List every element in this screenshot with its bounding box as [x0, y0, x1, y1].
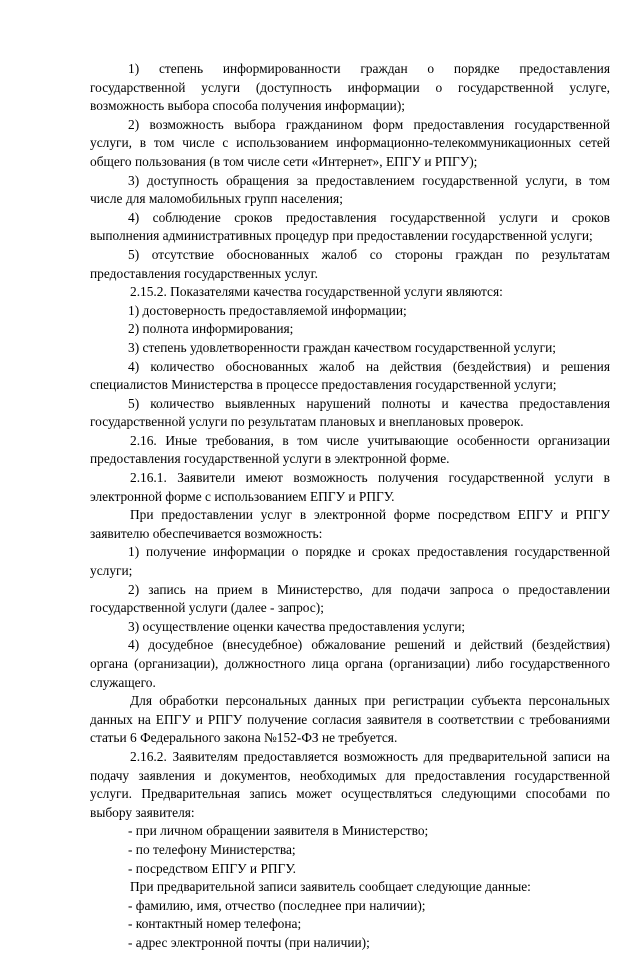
criterion-2: 2) возможность выбора гражданином форм предоставления государственной услуги, в том числе с использованием информационно-телекоммуникационных сетей общего пользования (в том числе сети «Интернет», ЕПГУ и РПГУ);	[90, 116, 610, 169]
personal-data-paragraph: Для обработки персональных данных при регистрации субъекта персональных данных на ЕПГУ и РПГУ получение согласия заявителя в соответствии с требованиями статьи 6 Федерального закона №152-ФЗ не требуется.	[90, 693, 610, 746]
booking-method-1: - при личном обращении заявителя в Министерство;	[128, 823, 429, 839]
section-2-16: 2.16. Иные требования, в том числе учитывающие особенности организации предоставления государственной услуги в электронной форме.	[90, 432, 610, 467]
booking-method-2: - по телефону Министерства;	[128, 841, 296, 857]
criterion-4: 4) соблюдение сроков предоставления государственной услуги и сроков выполнения административных процедур при предоставлении государственной услуги;	[90, 209, 610, 244]
booking-data-2: - контактный номер телефона;	[128, 916, 302, 932]
booking-data-3: - адрес электронной почты (при наличии);	[128, 934, 370, 950]
quality-indicator-5: 5) количество выявленных нарушений полноты и качества предоставления государственной услуги по результатам плановых и внеплановых проверок.	[90, 395, 610, 430]
electronic-option-1: 1) получение информации о порядке и сроках предоставления государственной услуги;	[90, 544, 610, 579]
electronic-form-intro: При предоставлении услуг в электронной форме посредством ЕПГУ и РПГУ заявителю обеспечивается возможность:	[90, 507, 610, 541]
electronic-option-3: 3) осуществление оценки качества предоставления услуги;	[128, 618, 466, 634]
section-2-16-2: 2.16.2. Заявителям предоставляется возможность для предварительной записи на подачу заявления и документов, необходимых для предоставления государственной услуги. Предварительная запись может осуществляться следующими способами по выбору заявителя:	[90, 748, 610, 820]
booking-data-1: - фамилию, имя, отчество (последнее при наличии);	[128, 897, 426, 913]
electronic-option-4: 4) досудебное (внесудебное) обжалование решений и действий (бездействия) органа (организации), должностного лица органа (организации) либо государственного служащего.	[90, 637, 610, 690]
quality-indicator-1: 1) достоверность предоставляемой информации;	[128, 302, 407, 318]
booking-method-3: - посредством ЕПГУ и РПГУ.	[128, 860, 296, 876]
criterion-1: 1) степень информированности граждан о порядке предоставления государственной услуги (доступность информации о государственной услуге, возможность выбора способа получения информации);	[90, 61, 610, 114]
document-page	[90, 60, 610, 953]
electronic-option-2: 2) запись на прием в Министерство, для подачи запроса о предоставлении государственной услуги (далее - запрос);	[90, 581, 610, 616]
quality-indicator-4: 4) количество обоснованных жалоб на действия (бездействия) и решения специалистов Министерства в процессе предоставления государственной услуги;	[90, 358, 610, 393]
section-2-16-1: 2.16.1. Заявители имеют возможность получения государственной услуги в электронной форме с использованием ЕПГУ и РПГУ.	[90, 470, 610, 504]
quality-indicator-2: 2) полнота информирования;	[128, 321, 294, 337]
section-2-15-2: 2.15.2. Показателями качества государственной услуги являются:	[130, 284, 503, 300]
criterion-3: 3) доступность обращения за предоставлением государственной услуги, в том числе для маломобильных групп населения;	[90, 172, 610, 207]
booking-data-intro: При предварительной записи заявитель сообщает следующие данные:	[130, 879, 531, 895]
criterion-5: 5) отсутствие обоснованных жалоб со стороны граждан по результатам предоставления государственных услуг.	[90, 246, 610, 281]
quality-indicator-3: 3) степень удовлетворенности граждан качеством государственной услуги;	[128, 339, 557, 355]
